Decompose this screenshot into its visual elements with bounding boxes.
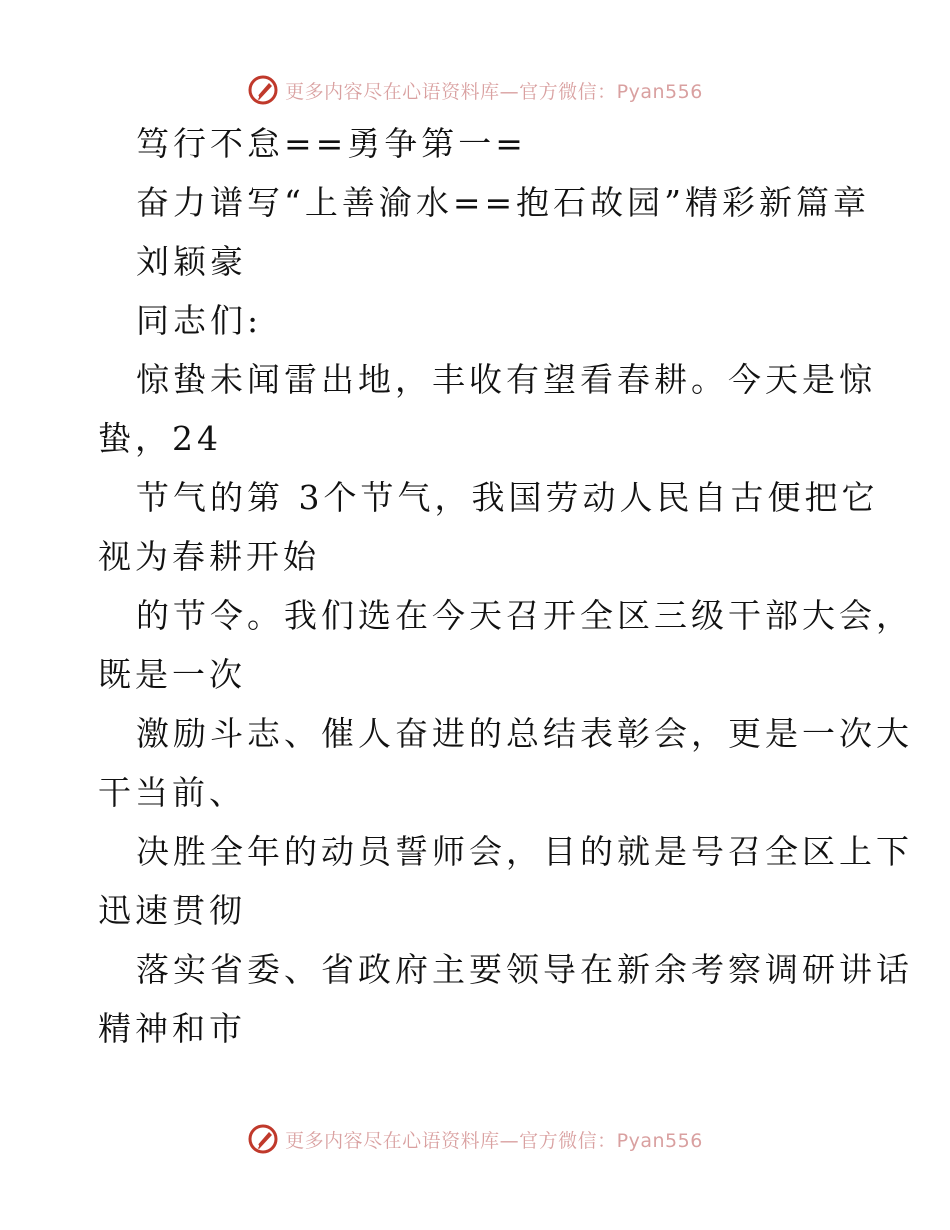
pen-nib-logo-icon [247,1123,279,1155]
header-banner [0,72,950,108]
body-line: 精神和市 [98,1009,246,1048]
body-line: 节气的第 3个节气，我国劳动人民自古便把它 [136,478,879,517]
body-line: 视为春耕开始 [98,537,320,576]
footer-banner-text: 更多内容尽在心语资料库—官方微信：Pyan556 [285,1129,703,1152]
footer-banner [0,1121,950,1157]
body-line: 的节令。我们选在今天召开全区三级干部大会， [136,596,913,635]
pen-nib-logo-icon [247,74,279,106]
body-line: 蛰，24 [98,419,222,458]
body-line: 落实省委、省政府主要领导在新余考察调研讲话 [136,950,913,989]
body-line: 既是一次 [98,655,246,694]
salutation: 同志们: [136,301,263,340]
author-name: 刘颖豪 [136,242,247,281]
header-banner-text: 更多内容尽在心语资料库—官方微信：Pyan556 [285,80,703,103]
body-line: 惊蛰未闻雷出地，丰收有望看春耕。今天是惊 [136,360,876,399]
title-line-1: 笃行不怠==勇争第一= [136,124,527,163]
title-line-2: 奋力谱写“上善渝水==抱石故园”精彩新篇章 [136,183,871,222]
body-line: 决胜全年的动员誓师会，目的就是号召全区上下 [136,832,913,871]
body-line: 激励斗志、催人奋进的总结表彰会，更是一次大 [136,714,913,753]
body-line: 干当前、 [98,773,246,812]
body-line: 迅速贯彻 [98,891,246,930]
